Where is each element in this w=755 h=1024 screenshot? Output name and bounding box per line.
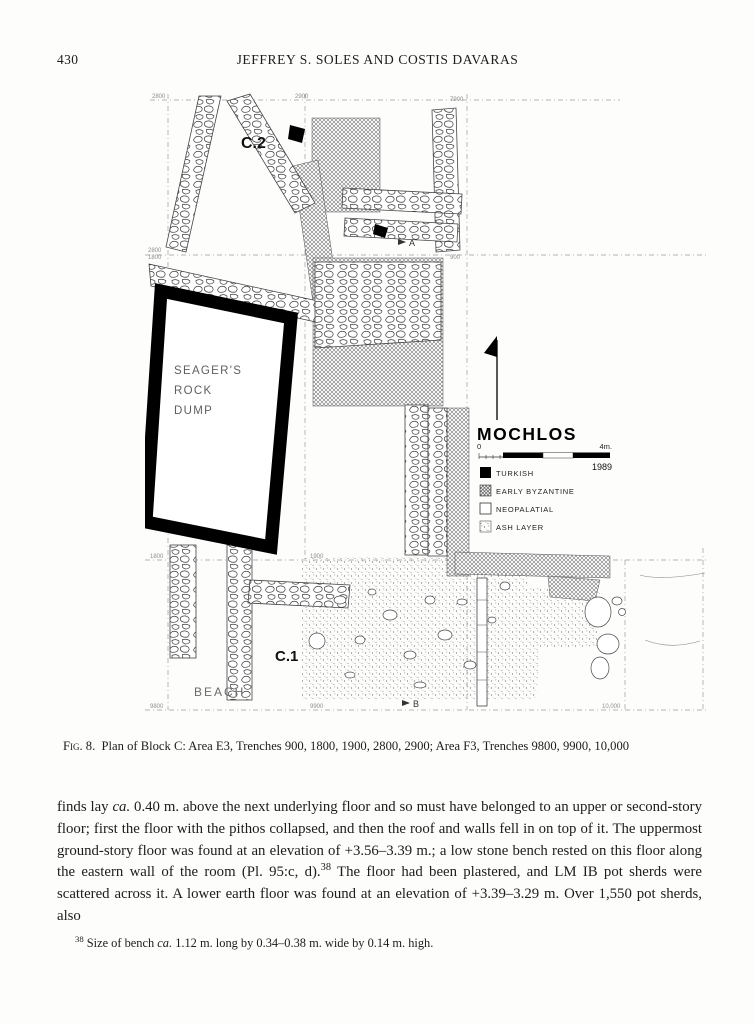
grid-label: 2800 <box>148 248 162 254</box>
figure-caption <box>63 738 747 754</box>
legend-label-ash-layer: ASH LAYER <box>496 523 544 532</box>
svg-text:DUMP: DUMP <box>174 405 214 417</box>
marker-a-label: A <box>409 238 416 248</box>
svg-text:SEAGER'S: SEAGER'S <box>174 365 243 377</box>
scale-bar <box>477 442 612 472</box>
grid-label: 7900 <box>450 97 464 103</box>
page-number: 430 <box>57 52 79 67</box>
running-head <box>57 52 698 70</box>
body-paragraph: finds lay ca. 0.40 m. above the next underlying floor and so must have belonged to an upper or second-story floor; first the floor with the pithos collapsed, and then the roof and walls fell in on top of it. The uppermost ground-story floor was found at an elevation of +3.56–3.39 m.; a low stone bench rested on this floor along the eastern wall of the room (Pl. 95:c, d).$^{38}$ The floor had been plastered, and LM IB pot sherds were scattered across it. A lower earth floor was found at an elevation of +3.39–3.29 m. Over 1,550 pot sherds, also <box>57 799 702 924</box>
grid-label: 2900 <box>295 94 309 100</box>
legend-swatch-early-byzantine <box>480 485 491 496</box>
site-title: MOCHLOS <box>477 424 577 444</box>
beach-label: BEACH <box>194 685 246 699</box>
legend-swatch-ash-layer <box>480 521 491 532</box>
grid-label: 900 <box>450 255 461 261</box>
legend-label-neopalatial: NEOPALATIAL <box>496 505 554 514</box>
legend-swatch-turkish <box>480 467 491 478</box>
legend-label-turkish: TURKISH <box>496 469 534 478</box>
svg-text:ROCK: ROCK <box>174 385 213 397</box>
marker-b-label: B <box>413 699 420 709</box>
site-plan-svg <box>145 85 710 717</box>
grid-label: 2800 <box>152 94 166 100</box>
grid-label: 9900 <box>310 704 324 710</box>
grid-label: 1900 <box>310 554 324 560</box>
trench-c1-label: C.1 <box>275 648 299 665</box>
map-legend <box>480 467 575 532</box>
trench-c2-label: C.2 <box>241 135 266 152</box>
seagers-rock-dump-outline <box>146 291 291 547</box>
footnote-38: $^{38}$ Size of bench ca. 1.12 m. long by 0.34–0.38 m. wide by 0.14 m. high. <box>75 933 434 950</box>
grid-label: 10,000 <box>602 704 621 710</box>
figure-caption-text: Plan of Block C: Area E3, Trenches 900, 1800, 1900, 2800, 2900; Area F3, Trenches 9800, 9900, 10,000 <box>101 739 630 753</box>
figure-8-plan <box>145 85 710 717</box>
grid-label: 9800 <box>150 704 164 710</box>
scale-zero-label: 0 <box>477 442 482 451</box>
grid-label: 1800 <box>148 255 162 261</box>
grid-label: 1800 <box>150 554 164 560</box>
scale-end-label: 4m. <box>599 442 612 451</box>
legend-swatch-neopalatial <box>480 503 491 514</box>
running-head-title: JEFFREY S. SOLES AND COSTIS DAVARAS <box>236 52 519 67</box>
figure-caption-label: Fig. 8. <box>63 739 96 753</box>
scale-year-label: 1989 <box>591 462 612 472</box>
legend-label-early-byzantine: EARLY BYZANTINE <box>496 487 575 496</box>
north-arrow-icon <box>484 336 497 420</box>
